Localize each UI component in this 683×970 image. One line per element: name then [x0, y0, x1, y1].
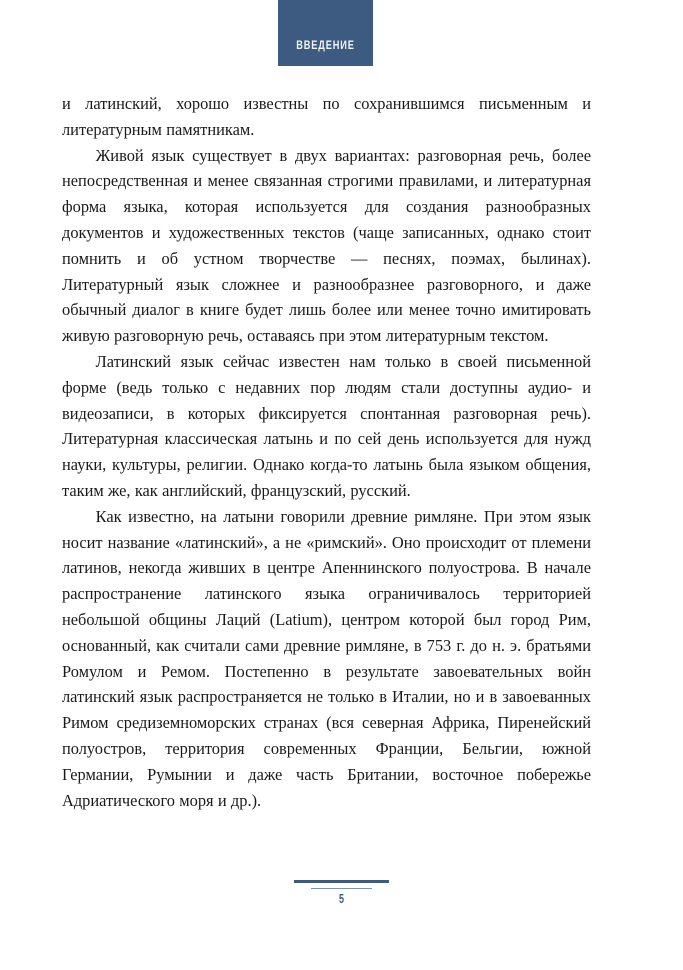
- paragraph-latin-written-form: Латинский язык сейчас известен нам только в своей письменной форме (ведь только с недавних пор людям стали доступны аудио- и видеозаписи, в которых фиксируется спонтанная разговорная речь). Литературная классическая латынь и по сей день используется для нужд науки, культуры, религии. Однако когда-то латынь была языком общения, таким же, как английский, французский, русский.: [62, 351, 591, 500]
- footer-rule-thin: [311, 888, 372, 889]
- page-footer: [0, 880, 683, 930]
- running-head-label: ВВЕДЕНИЕ: [296, 40, 355, 52]
- paragraph-continuation: и латинский, хорошо известны по сохранившимся письменным и литературным памятникам.: [62, 94, 591, 139]
- footer-rule-thick: [294, 880, 389, 883]
- page-text-column: [62, 91, 591, 813]
- running-head-band: [278, 0, 373, 66]
- page-number: 5: [338, 892, 344, 906]
- paragraph-living-language: Живой язык существует в двух вариантах: разговорная речь, более непосредственная и менее связанная строгими правилами, и литературная форма языка, которая используется для создания разнообразных документов и художественных текстов (чаще записанных, однако стоит помнить и об устном творчестве — песнях, поэмах, былинах). Литературный язык сложнее и разнообразнее разговорного, и даже обычный диалог в книге будет лишь более или менее точно имитировать живую разговорную речь, оставаясь при этом литературным текстом.: [62, 145, 591, 346]
- paragraph-ancient-romans: Как известно, на латыни говорили древние римляне. При этом язык носит название «латинский», а не «римский». Оно происходит от племени латинов, некогда живших в центре Апеннинского полуострова. В начале распространение латинского языка ограничивалось территорией небольшой общины Лаций (Latium), центром которой был город Рим, основанный, как считали сами древние римляне, в 753 г. до н. э. братьями Ромулом и Ремом. Постепенно в результате завоевательных войн латинский язык распространяется не только в Италии, но и в завоеванных Римом средиземноморских странах (вся северная Африка, Пиренейский полуостров, территория современных Франции, Бельгии, южной Германии, Румынии и даже часть Британии, восточное побережье Адриатического моря и др.).: [62, 506, 591, 810]
